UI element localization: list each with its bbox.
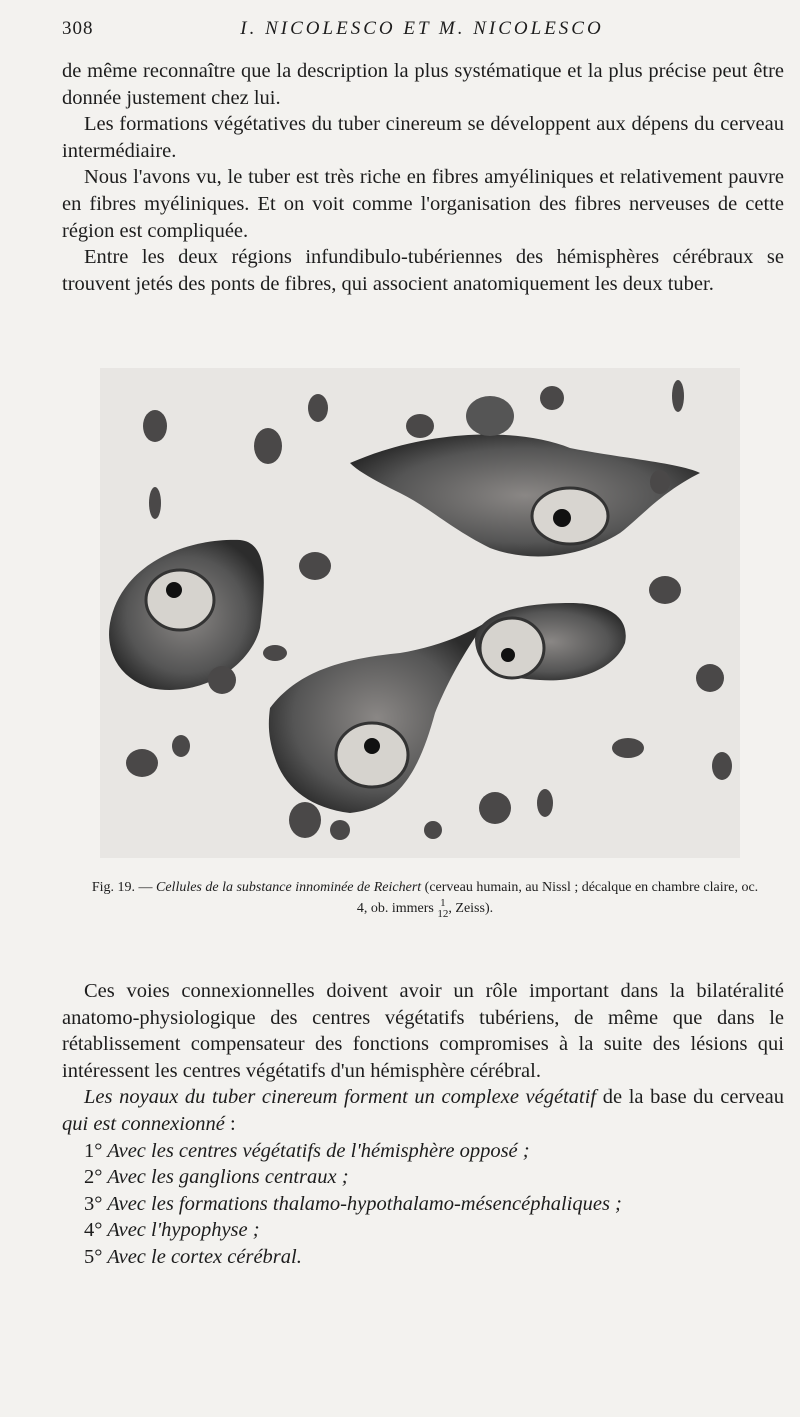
caption-end: , Zeiss).	[448, 901, 494, 917]
plain-phrase: :	[224, 1112, 236, 1135]
fraction-denominator: 12	[437, 908, 449, 920]
top-text	[62, 58, 784, 297]
page-number: 308	[62, 18, 94, 39]
cell-drawing	[100, 368, 740, 858]
fraction-numerator: 1	[440, 897, 446, 909]
list-number: 5°	[84, 1245, 103, 1268]
figure-caption	[90, 878, 760, 920]
cell-nucleus	[336, 723, 408, 787]
spindle-cell	[350, 434, 700, 556]
caption-label: Fig. 19. —	[91, 880, 153, 895]
figure-cells-illustration	[100, 368, 740, 858]
list-number: 3°	[84, 1192, 103, 1215]
plain-phrase: de la base du cerveau	[596, 1086, 784, 1109]
list-item	[62, 1244, 784, 1271]
running-head	[62, 18, 782, 48]
caption-details: (cerveau humain, au Nissl ; décalque en chambre claire, oc. 4, ob. immers	[356, 880, 759, 917]
list-text: Avec les ganglions centraux ;	[102, 1166, 349, 1189]
cell-nucleus	[146, 570, 214, 630]
list-text: Avec l'hypophyse ;	[102, 1219, 260, 1242]
list-item	[62, 1217, 784, 1244]
paragraph: de même reconnaître que la description la plus systématique et la plus précise peut être donnée justement chez lui.	[62, 60, 784, 109]
list-item	[62, 1164, 784, 1191]
paragraph: Nous l'avons vu, le tuber est très riche en fibres amyéliniques et relativement pauvre en fibres myéliniques. Et on voit comme l'organisation des fibres nerveuses de cette région est compliquée.	[62, 166, 784, 242]
list-number: 2°	[84, 1166, 103, 1189]
list-item	[62, 1138, 784, 1165]
paragraph: Ces voies connexionnelles doivent avoir un rôle important dans la bilatéralité anatomo-physiologique des centres végétatifs tubériens, de même que dans le rétablissement compensateur des fonctions compromises à la suite des lésions qui intéressent les centres végétatifs d'un hémisphère cérébral.	[62, 980, 784, 1082]
nucleolus	[501, 648, 515, 662]
italic-phrase: Les noyaux du tuber cinereum forment un complexe végétatif	[84, 1086, 597, 1109]
cell-nucleus	[480, 618, 544, 678]
caption-title: Cellules de la substance innominée de Reichert	[156, 880, 422, 895]
paragraph: Les formations végétatives du tuber cinereum se développent aux dépens du cerveau intermédiaire.	[62, 113, 784, 162]
bottom-text	[62, 978, 784, 1271]
paragraph	[62, 1084, 784, 1137]
list-item	[62, 1191, 784, 1218]
italic-phrase: qui est connexionné	[62, 1112, 225, 1135]
list-text: Avec les formations thalamo-hypothalamo-mésencéphaliques ;	[102, 1192, 622, 1215]
list-text: Avec le cortex cérébral.	[102, 1245, 302, 1268]
list-text: Avec les centres végétatifs de l'hémisphère opposé ;	[102, 1139, 530, 1162]
nucleolus	[364, 738, 380, 754]
list-number: 1°	[84, 1139, 103, 1162]
list-number: 4°	[84, 1219, 103, 1242]
running-title: I. NICOLESCO ET M. NICOLESCO	[240, 18, 604, 39]
nucleolus	[553, 509, 571, 527]
nucleolus	[166, 582, 182, 598]
caption-fraction	[437, 898, 448, 920]
paragraph: Entre les deux régions infundibulo-tubériennes des hémisphères cérébraux se trouvent jetés des ponts de fibres, qui associent anatomiquement les deux tuber.	[62, 246, 784, 295]
